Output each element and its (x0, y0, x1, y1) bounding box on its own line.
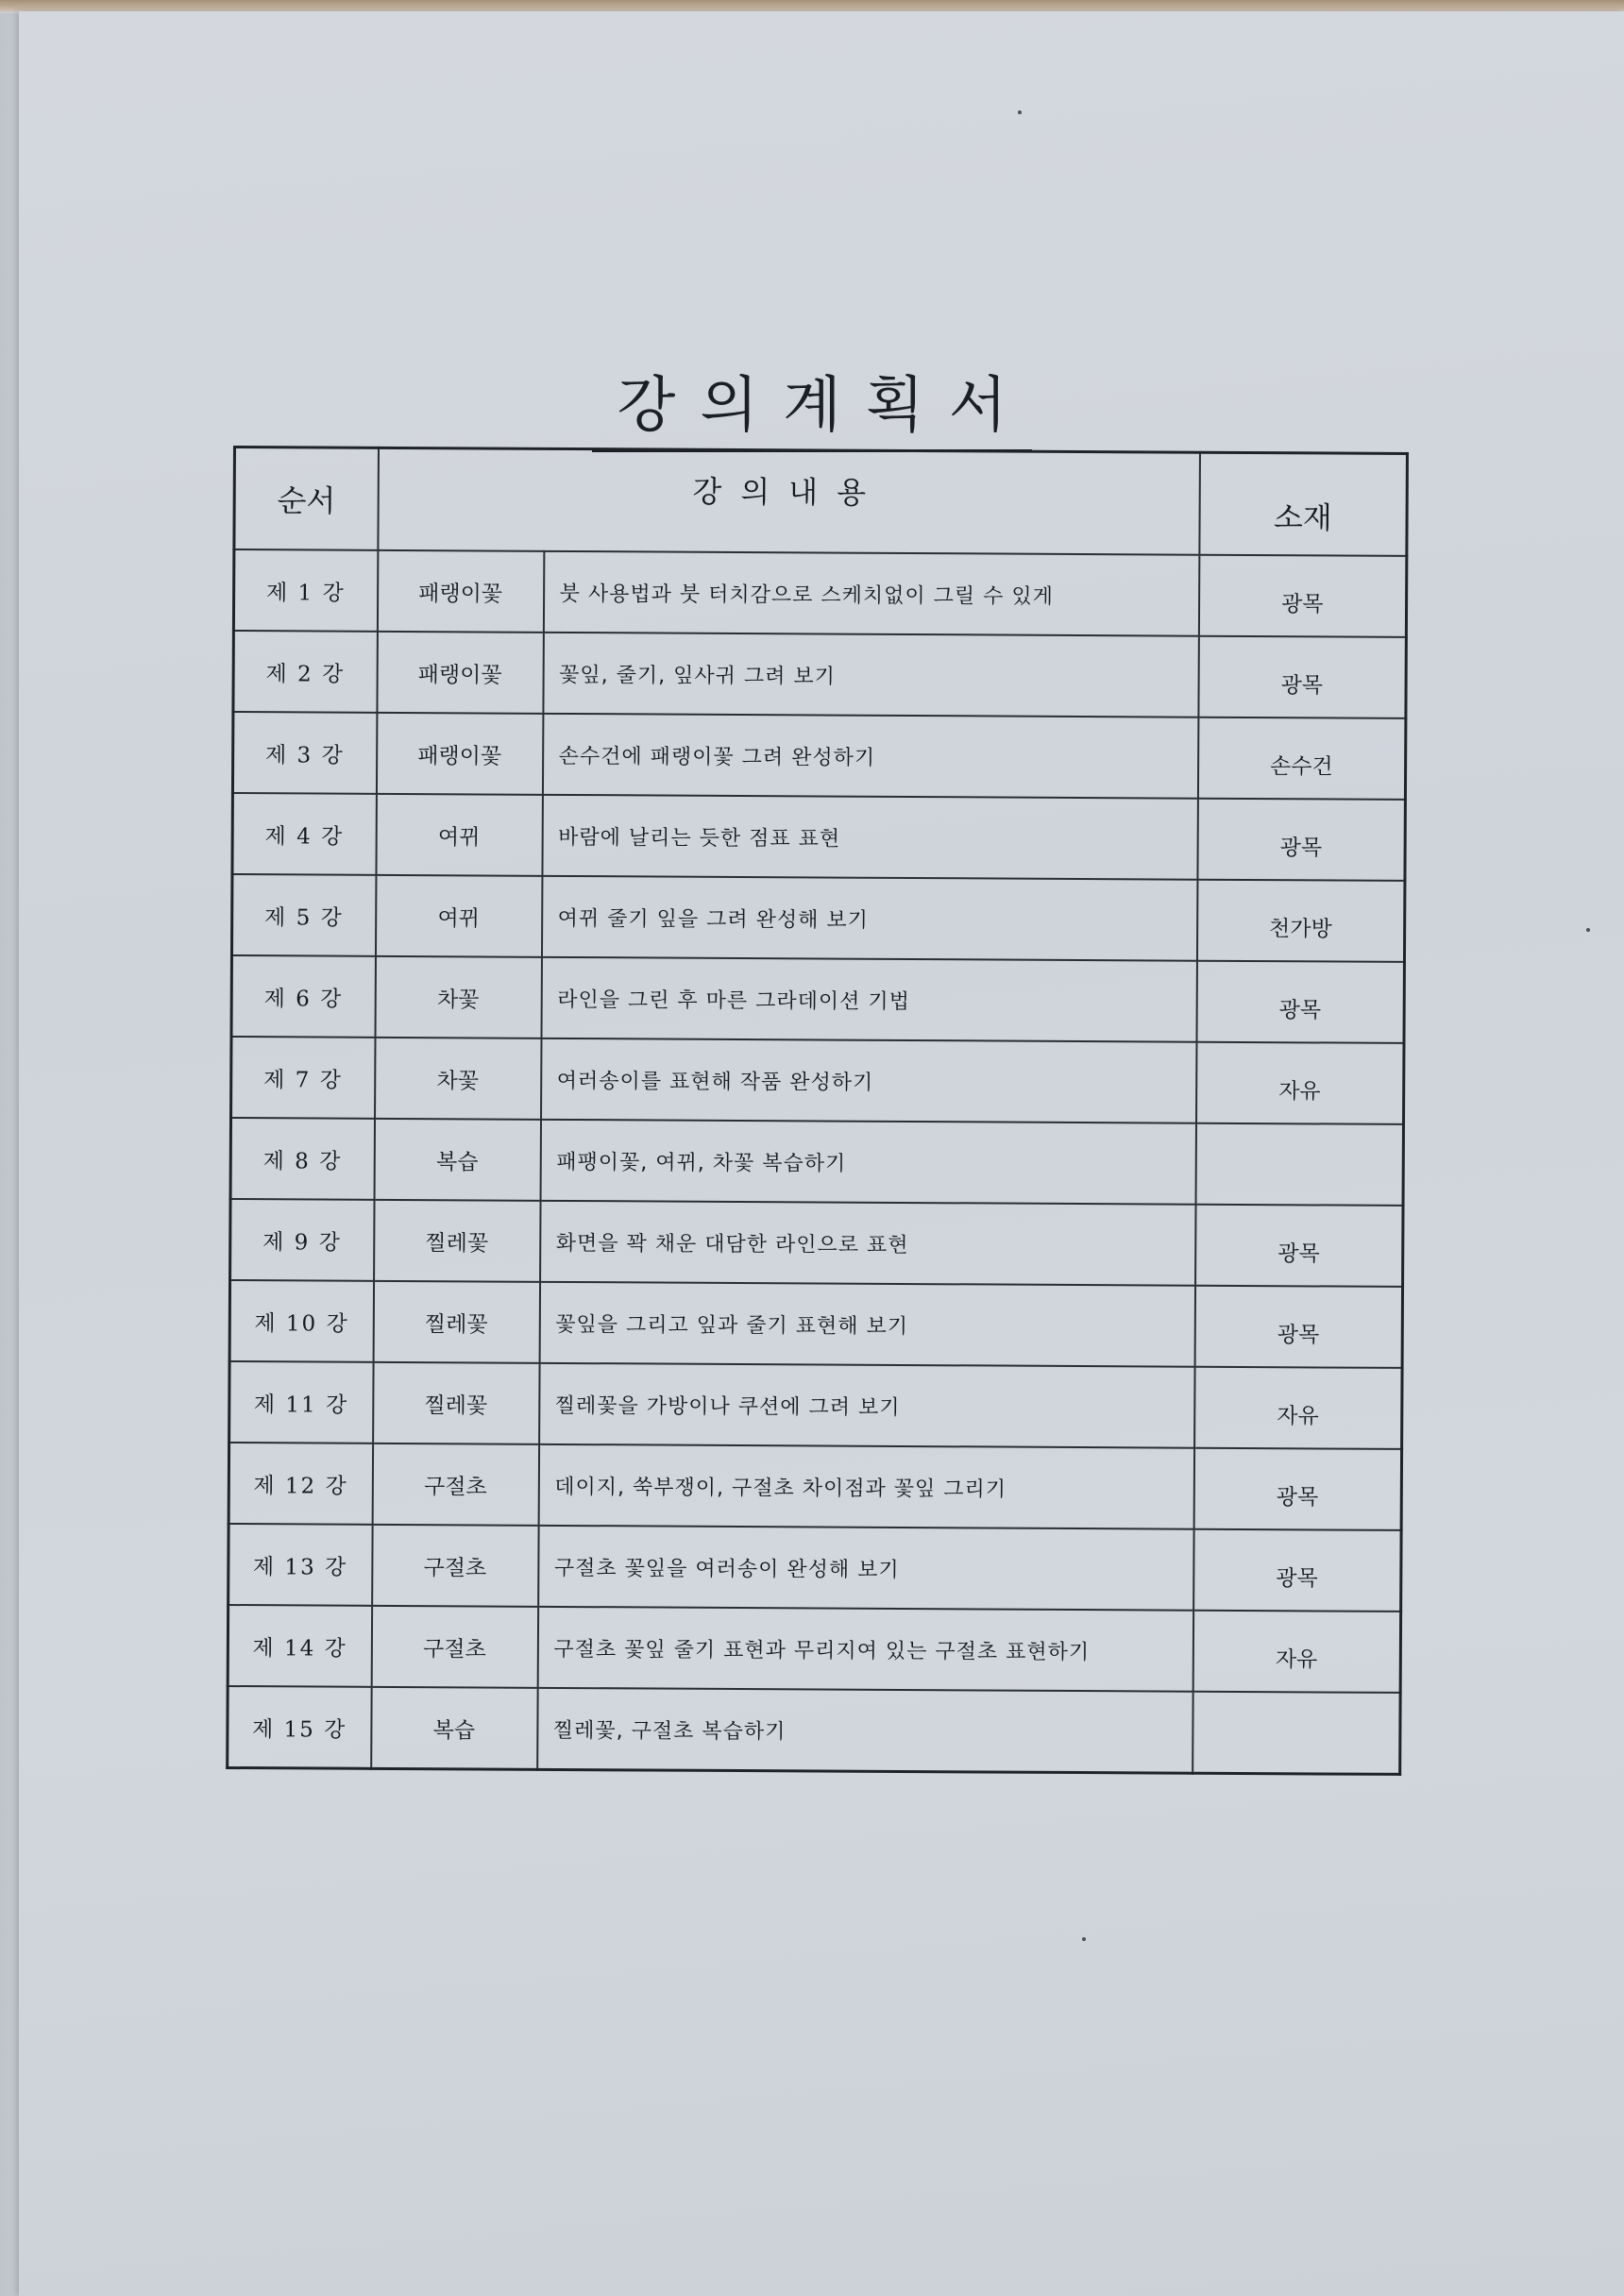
lecture-material-cell (1194, 1286, 1402, 1368)
table-row (228, 1605, 1400, 1693)
lecture-material-cell (1193, 1692, 1400, 1775)
material-text: 광목 (1281, 591, 1324, 616)
lecture-material-cell (1197, 718, 1405, 800)
lecture-topic-cell: 차꽃 (375, 1038, 541, 1120)
lecture-topic-cell: 여뀌 (376, 794, 542, 876)
lecture-description-cell: 여러송이를 표현해 작품 완성하기 (541, 1038, 1196, 1123)
lecture-order-cell: 제 10 강 (229, 1280, 373, 1362)
lecture-order-cell: 제 12 강 (228, 1443, 372, 1525)
paper-speck (1018, 110, 1022, 114)
material-text: 천가방 (1269, 916, 1332, 942)
table-row (229, 1280, 1402, 1368)
table-row (228, 1443, 1401, 1530)
lecture-material-cell (1193, 1529, 1401, 1612)
material-text: 광목 (1277, 1322, 1320, 1347)
table-row (230, 1199, 1403, 1287)
lecture-topic-cell: 찔레꽃 (373, 1281, 539, 1363)
lecture-topic-cell: 여뀌 (375, 875, 541, 957)
lecture-topic-cell: 찔레꽃 (374, 1200, 540, 1282)
header-content: 강의내용 (378, 447, 1200, 554)
lecture-material-cell (1196, 1042, 1404, 1124)
lecture-material-cell (1196, 961, 1404, 1043)
lecture-description-cell: 찔레꽃, 구절초 복습하기 (537, 1688, 1193, 1773)
material-text: 광목 (1276, 1565, 1318, 1591)
header-material: 소재 (1199, 452, 1408, 556)
lecture-topic-cell: 복습 (371, 1687, 537, 1769)
lecture-description-cell: 붓 사용법과 붓 터치감으로 스케치없이 그릴 수 있게 (543, 551, 1198, 636)
lecture-order-cell: 제 6 강 (231, 955, 375, 1038)
material-text: 광목 (1278, 997, 1322, 1022)
lecture-order-cell: 제 4 강 (232, 793, 376, 875)
table-row (230, 1118, 1403, 1206)
lecture-description-cell: 패팽이꽃, 여뀌, 차꽃 복습하기 (540, 1120, 1195, 1205)
lecture-description-cell: 화면을 꽉 채운 대담한 라인으로 표현 (540, 1201, 1195, 1286)
lecture-order-cell: 제 5 강 (231, 874, 375, 956)
lecture-topic-cell: 구절초 (372, 1443, 538, 1526)
lecture-description-cell: 바람에 날리는 듯한 점표 표현 (542, 795, 1197, 880)
lecture-order-cell: 제 3 강 (232, 712, 376, 794)
lecture-order-cell: 제 1 강 (233, 549, 377, 632)
table-row (229, 1361, 1402, 1449)
table-row (232, 712, 1405, 800)
lecture-order-cell: 제 2 강 (233, 631, 377, 713)
lecture-material-cell (1198, 636, 1406, 718)
lecture-description-cell: 구절초 꽃잎을 여러송이 완성해 보기 (538, 1526, 1193, 1611)
table-row (233, 549, 1406, 637)
lecture-topic-cell: 복습 (374, 1119, 540, 1201)
lecture-order-cell: 제 11 강 (229, 1361, 373, 1443)
lecture-material-cell (1193, 1448, 1401, 1530)
lecture-topic-cell: 패랭이꽃 (376, 713, 542, 795)
document-title (0, 357, 1624, 452)
document-title-text: 강의계획서 (592, 357, 1031, 452)
material-text: 광목 (1277, 1241, 1320, 1266)
paper-speck (1586, 928, 1590, 932)
lecture-plan-table (226, 446, 1409, 1776)
header-order: 순서 (234, 447, 379, 550)
table-row (233, 631, 1406, 718)
header-row (234, 447, 1408, 556)
lecture-material-cell (1194, 1367, 1402, 1449)
material-text: 손수건 (1269, 753, 1333, 780)
lecture-plan-table-wrapper (226, 446, 1406, 1776)
lecture-description-cell: 꽃잎, 줄기, 잎사귀 그려 보기 (543, 633, 1198, 718)
lecture-material-cell (1195, 1205, 1403, 1287)
lecture-description-cell: 꽃잎을 그리고 잎과 줄기 표현해 보기 (539, 1282, 1194, 1367)
lecture-order-cell: 제 15 강 (228, 1686, 371, 1768)
lecture-order-cell: 제 7 강 (231, 1037, 375, 1119)
lecture-description-cell: 데이지, 쑥부쟁이, 구절초 차이점과 꽃잎 그리기 (538, 1444, 1193, 1529)
lecture-description-cell: 여뀌 줄기 잎을 그려 완성해 보기 (541, 876, 1196, 961)
lecture-topic-cell: 구절초 (372, 1525, 538, 1607)
lecture-order-cell: 제 14 강 (228, 1605, 371, 1687)
lecture-order-cell: 제 9 강 (230, 1199, 374, 1281)
lecture-order-cell: 제 13 강 (228, 1524, 372, 1606)
lecture-description-cell: 구절초 꽃잎 줄기 표현과 무리지여 있는 구절초 표현하기 (537, 1607, 1193, 1692)
lecture-material-cell (1196, 880, 1404, 962)
lecture-topic-cell: 찔레꽃 (373, 1362, 539, 1444)
table-row (231, 1037, 1404, 1124)
lecture-material-cell (1197, 799, 1405, 881)
table-body (228, 549, 1407, 1774)
table-header (234, 447, 1408, 556)
lecture-topic-cell: 패랭이꽃 (377, 550, 543, 633)
table-row (231, 874, 1404, 962)
material-text: 광목 (1280, 672, 1324, 698)
lecture-material-cell (1193, 1611, 1400, 1693)
material-text: 자유 (1277, 1403, 1319, 1428)
material-text: 자유 (1275, 1646, 1318, 1672)
lecture-order-cell: 제 8 강 (230, 1118, 374, 1200)
lecture-topic-cell: 구절초 (371, 1606, 537, 1688)
table-row (231, 955, 1404, 1043)
material-text: 자유 (1278, 1078, 1321, 1104)
lecture-topic-cell: 패랭이꽃 (377, 632, 543, 714)
table-row (228, 1686, 1400, 1774)
lecture-description-cell: 손수건에 패랭이꽃 그려 완성하기 (542, 714, 1197, 799)
lecture-material-cell (1198, 555, 1406, 637)
lecture-material-cell (1195, 1123, 1403, 1206)
material-text: 광목 (1279, 835, 1323, 860)
table-row (232, 793, 1405, 881)
paper-speck (1082, 1937, 1086, 1941)
lecture-description-cell: 라인을 그린 후 마른 그라데이션 기법 (541, 957, 1196, 1042)
lecture-topic-cell: 차꽃 (375, 956, 541, 1038)
material-text: 광목 (1276, 1484, 1319, 1510)
table-row (228, 1524, 1401, 1612)
lecture-description-cell: 찔레꽃을 가방이나 쿠션에 그려 보기 (539, 1363, 1194, 1448)
